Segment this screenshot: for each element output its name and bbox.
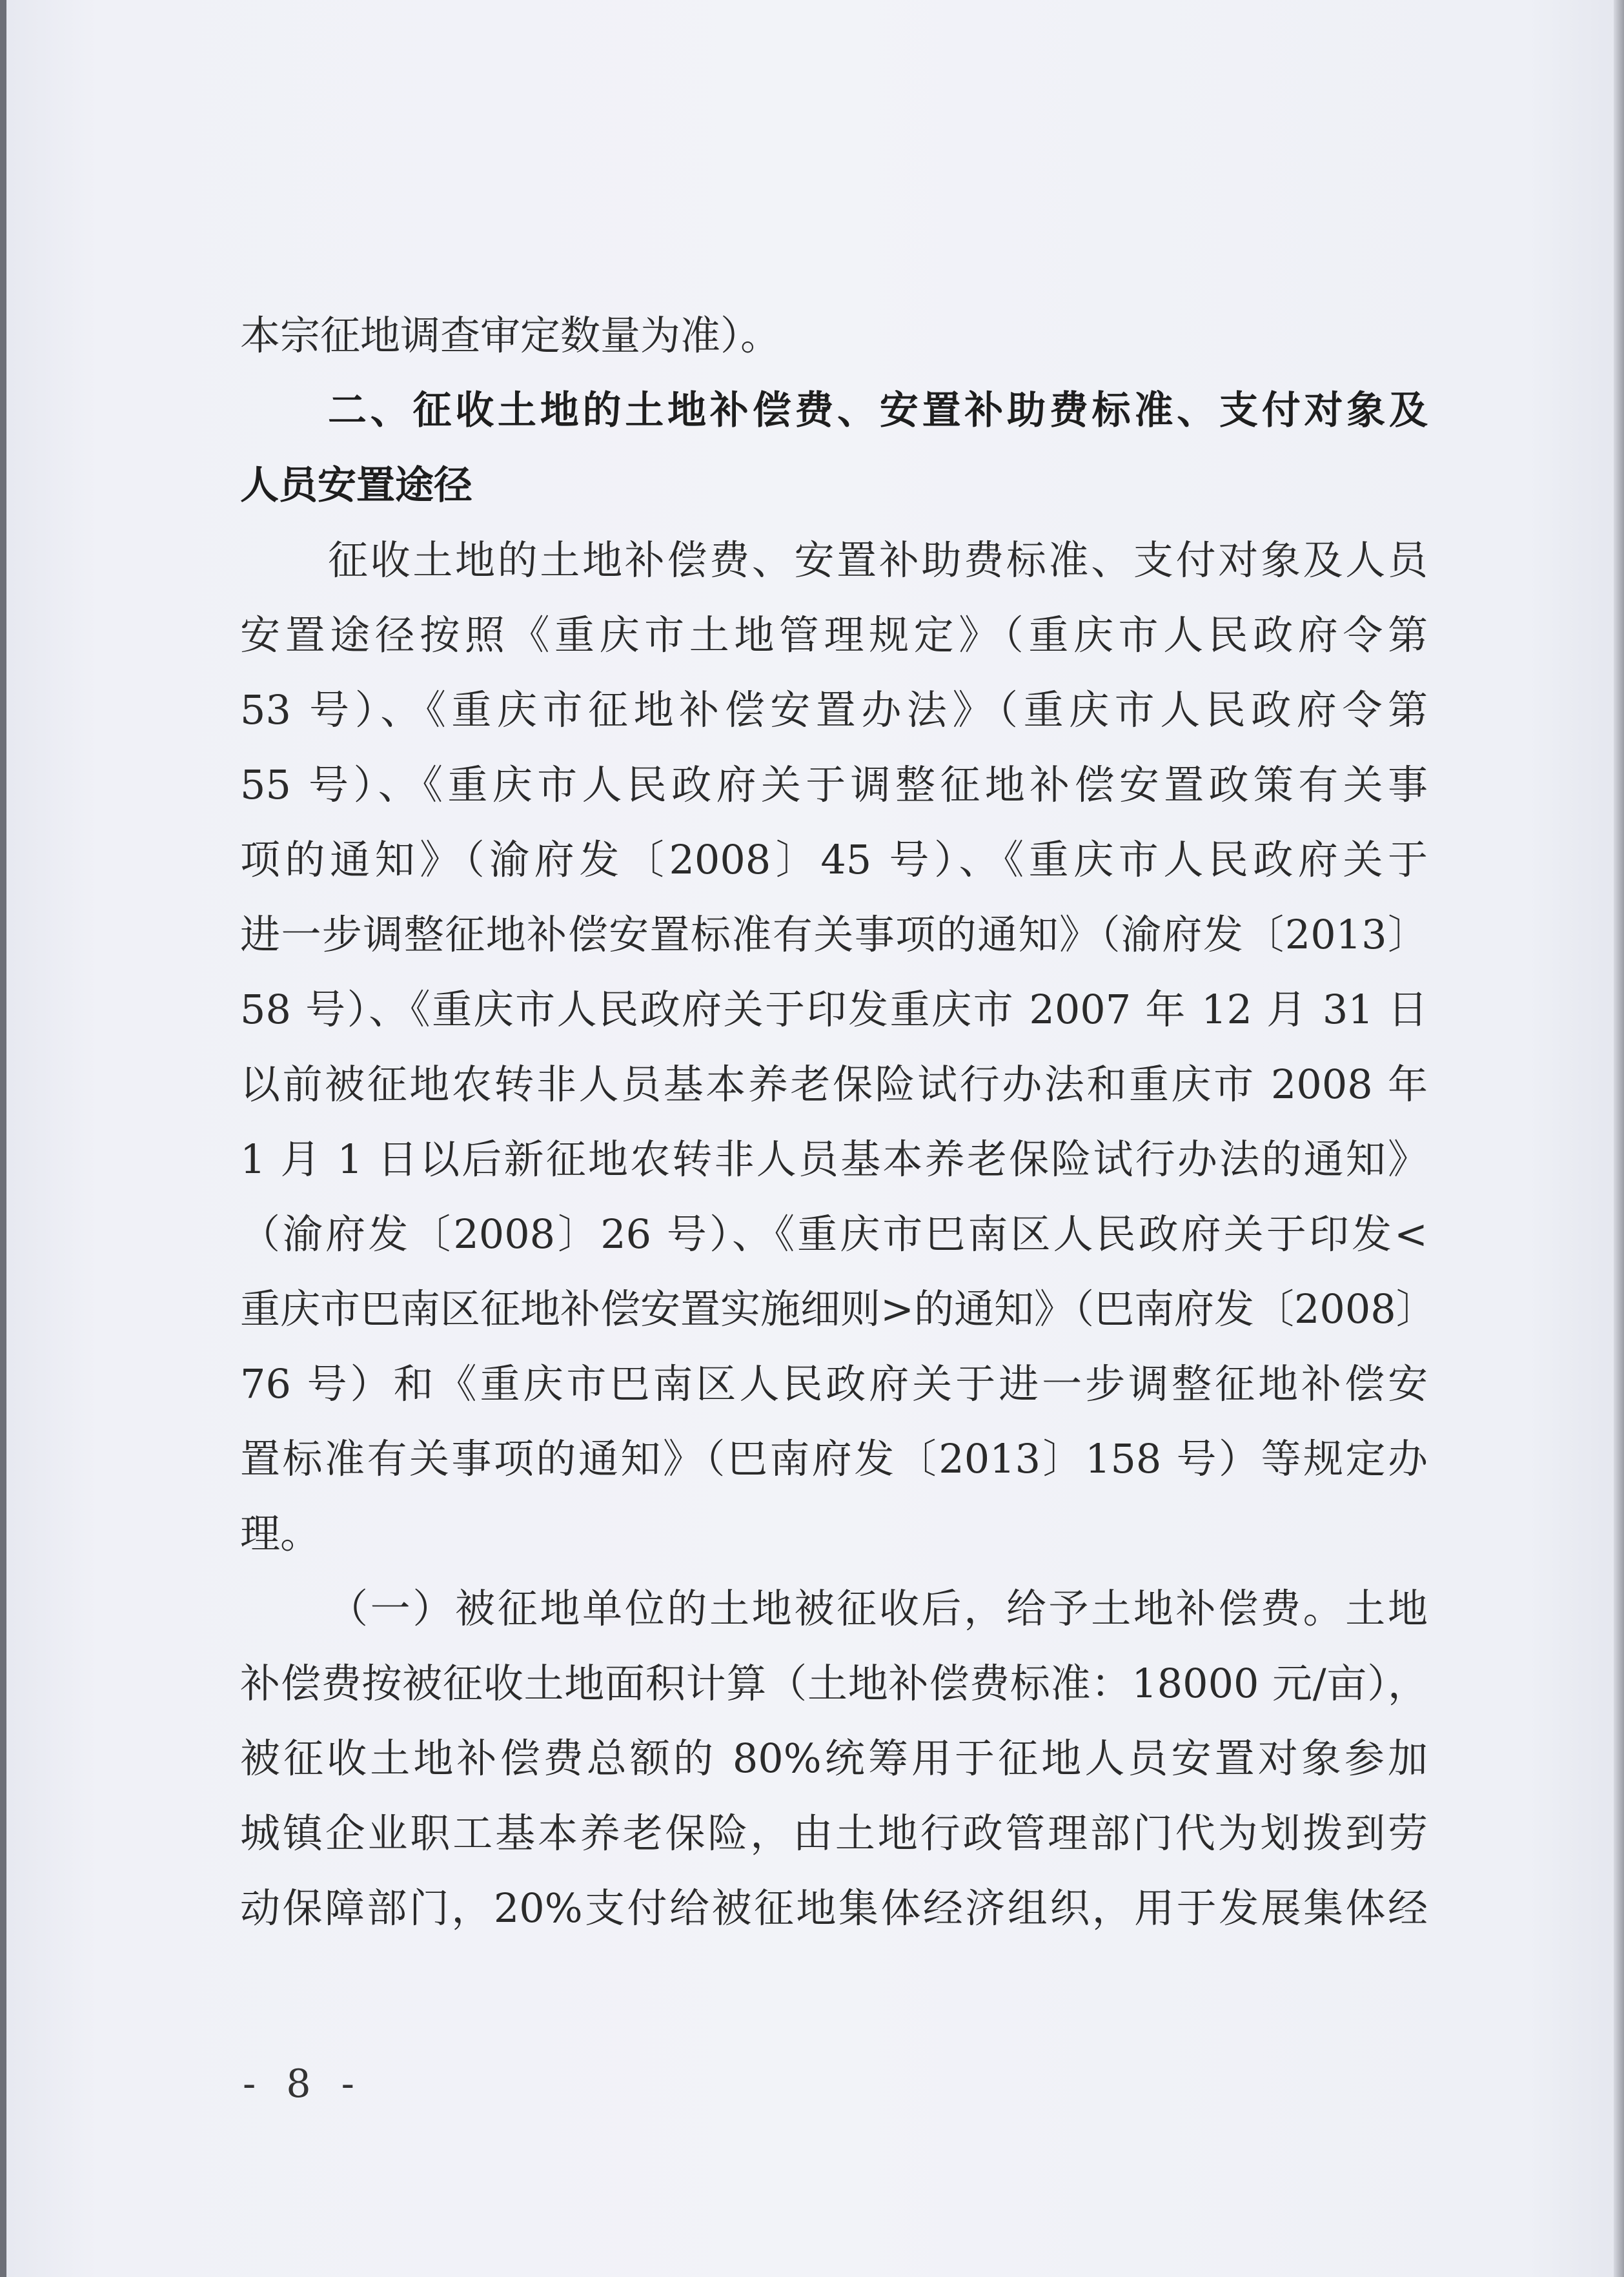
text-line: 重庆市巴南区征地补偿安置实施细则>的通知》（巴南府发〔2008〕 bbox=[240, 1285, 1436, 1333]
text-line: 补偿费按被征收土地面积计算（土地补偿费标准：18000 元/亩）， bbox=[240, 1660, 1428, 1707]
scan-edge-left bbox=[0, 0, 6, 2277]
text-line: 以前被征地农转非人员基本养老保险试行办法和重庆市 2008 年 bbox=[240, 1061, 1428, 1108]
text-line: 76 号）和《重庆市巴南区人民政府关于进一步调整征地补偿安 bbox=[240, 1360, 1428, 1407]
text-line: 1 月 1 日以后新征地农转非人员基本养老保险试行办法的通知》 bbox=[240, 1136, 1428, 1183]
text-line: （渝府发〔2008〕26 号）、《重庆市巴南区人民政府关于印发< bbox=[240, 1210, 1428, 1258]
text-line: 置标准有关事项的通知》（巴南府发〔2013〕158 号）等规定办 bbox=[240, 1435, 1428, 1482]
text-line: 城镇企业职工基本养老保险，由土地行政管理部门代为划拨到劳 bbox=[240, 1810, 1428, 1857]
text-line: 进一步调整征地补偿安置标准有关事项的通知》（渝府发〔2013〕 bbox=[240, 911, 1428, 958]
section-heading-line-2: 人员安置途径 bbox=[240, 463, 472, 508]
text-line: 理。 bbox=[240, 1510, 321, 1557]
text-line: 动保障部门，20%支付给被征地集体经济组织，用于发展集体经 bbox=[240, 1884, 1428, 1932]
text-line: 项的通知》（渝府发〔2008〕45 号）、《重庆市人民政府关于 bbox=[240, 836, 1428, 883]
text-line: （一）被征地单位的土地被征收后，给予土地补偿费。土地 bbox=[328, 1585, 1428, 1632]
scan-edge-right bbox=[1614, 0, 1624, 2277]
text-line: 被征收土地补偿费总额的 80%统筹用于征地人员安置对象参加 bbox=[240, 1735, 1428, 1782]
body-text bbox=[240, 298, 1436, 1946]
text-line: 55 号）、《重庆市人民政府关于调整征地补偿安置政策有关事 bbox=[240, 761, 1428, 808]
text-line: 征收土地的土地补偿费、安置补助费标准、支付对象及人员 bbox=[328, 536, 1428, 584]
text-line: 58 号）、《重庆市人民政府关于印发重庆市 2007 年 12 月 31 日 bbox=[240, 986, 1428, 1033]
page-number: - 8 - bbox=[243, 2061, 363, 2107]
text-line: 53 号）、《重庆市征地补偿安置办法》（重庆市人民政府令第 bbox=[240, 686, 1428, 733]
text-line: 本宗征地调查审定数量为准）。 bbox=[240, 312, 781, 359]
section-heading-line-1: 二、征收土地的土地补偿费、安置补助费标准、支付对象及 bbox=[328, 388, 1428, 433]
text-line: 安置途径按照《重庆市土地管理规定》（重庆市人民政府令第 bbox=[240, 611, 1428, 659]
